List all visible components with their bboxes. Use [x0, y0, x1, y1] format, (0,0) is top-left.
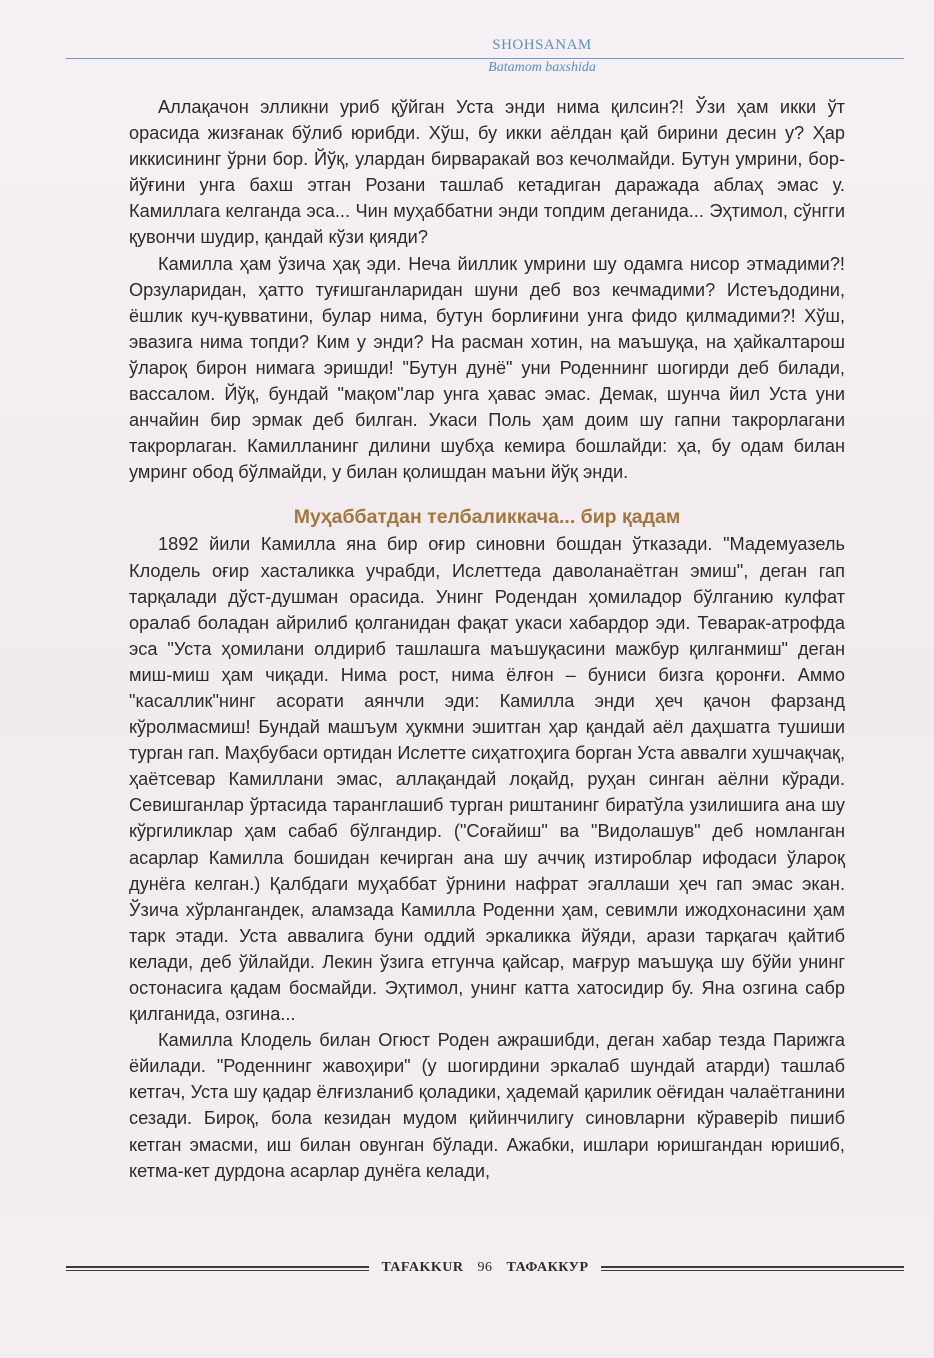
page-footer	[66, 1256, 904, 1280]
article-body	[129, 94, 845, 1184]
footer-rule-left	[66, 1266, 369, 1271]
section-subtitle: Batamom baxshida	[488, 60, 596, 75]
header-rule	[66, 58, 904, 59]
paragraph: Камилла ҳам ўзича ҳақ эди. Неча йиллик умрини шу одамга нисор этмадими?! Орзуларидан, ҳатто туғишганларидан шуни деб воз кечмадими? Истеъдодини, ёшлик куч-қувватини, булар нима, бутун борлиғини унга фидо қилмадими?! Хўш, эвазига нима топди? Ким у энди? На расман хотин, на маъшуқа, на ҳайкалтарош ўлароқ бирон нимага эришди! "Бутун дунё" уни Роденнинг шогирди деб билади, вассалом. Йўқ, бундай "мақом"лар унга ҳавас эмас. Демак, шунча йил Уста уни анчайин бир эрмак деб билган. Укаси Поль ҳам доим шу гапни такрорлагани такрорлаган. Камилланинг дилини шубҳа кемира бошлайди: ҳа, бу одам билан умринг обод бўлмайди, у билан қолишдан маъни йўқ энди.	[129, 253, 845, 483]
paragraph: 1892 йили Камилла яна бир оғир синовни бошдан ўтказади. "Мадемуазель Клодель оғир хасталикка учрабди, Ислеттеда даволанаётган эмиш", деган гап тарқалади дўст-душман орасида. Унинг Родендан ҳомиладор бўлганию кулфат оралаб боладан айрилиб қолганидан фақат укаси хабардор эди. Теварак-атрофда эса "Уста ҳомилани олдириб ташлашга маъшуқасини мажбур қилганмиш" деган миш-миш ҳам чиқади. Нима рост, нима ёлғон – буниси бизга қоронғи. Аммо "касаллик"нинг асорати аянчли эди: Камилла энди ҳеч қачон фарзанд кўролмасмиш! Бундай машъум ҳукмни эшитган ҳар қандай аёл даҳшатга тушиши турган гап. Маҳбубаси ортидан Ислетте сиҳатгоҳига борган Уста аввалги хушчақчақ, ҳаётсевар Камиллани эмас, аллақандай лоқайд, руҳан синган аёлни кўради. Севишганлар ўртасида таранглашиб турган риштанинг биратўла узилишига ана шу кўргиликлар ҳам сабаб бўлгандир. ("Соғайиш" ва "Видолашув" деб номланган асарлар Камилла бошидан кечирган ана шу аччиқ изтироблар ифодаси ўлароқ дунёга келган.) Қалбдаги муҳаббат ўрнини нафрат эгаллаши ҳеч гап эмас экан. Ўзича хўрлангандек, аламзада Камилла Роденни ҳам, севимли ижодхонасини ҳам тарк этади. Уста аввалига буни оддий эркаликка йўяди, арази тарқагач қайтиб келади, деб ўйлайди. Лекин ўзига етгунча қайсар, мағрур маъшуқа шу бўйи унинг остонасига қадам босмайди. Эҳтимол, унинг катта хатосидир бу. Яна озгина сабр қилганида, озгина...	[129, 534, 845, 1025]
journal-title: SHOHSANAM	[492, 37, 592, 53]
footer-label	[369, 1260, 600, 1276]
footer-rule-right	[601, 1266, 904, 1271]
footer-journal-latin: TAFAKKUR	[381, 1260, 464, 1275]
page-number: 96	[477, 1260, 493, 1275]
footer-journal-cyrillic: ТАФАККУР	[506, 1260, 589, 1275]
paragraph: Камилла Клодель билан Огюст Роден ажрашибди, деган хабар тезда Парижга ёйилади. "Роденнинг жавоҳири" (у шогирдини эркалаб шундай атарди) ташлаб кетгач, Уста шу қадар ёлғизланиб қоладики, ҳадемай қарилик оёғидан чалаётганини сезади. Бироқ, бола кезидан мудом қийинчилигу синовларни кўраверib пишиб кетган эмасми, иш билан овунган бўлади. Ажабки, ишлари юришгандан юришиб, кетма-кет дурдона асарлар дунёга келади,	[129, 1030, 845, 1181]
paragraph: Аллақачон элликни уриб қўйган Уста энди нима қилсин?! Ўзи ҳам икки ўт орасида жизғанак бўлиб юрибди. Хўш, бу икки аёлдан қай бирини десин у? Ҳар иккисининг ўрни бор. Йўқ, улардан бирваракай воз кечолмайди. Бутун умрини, бор-йўғини унга бахш этган Розани ташлаб кетадиган даражада аблаҳ эмас у. Камиллага келганда эса... Чин муҳаббатни энди топдим деганида... Эҳтимол, сўнгги қувончи шудир, қандай кўзи қияди?	[129, 97, 845, 248]
section-heading: Муҳаббатдан телбаликкача... бир қадам	[293, 506, 681, 529]
